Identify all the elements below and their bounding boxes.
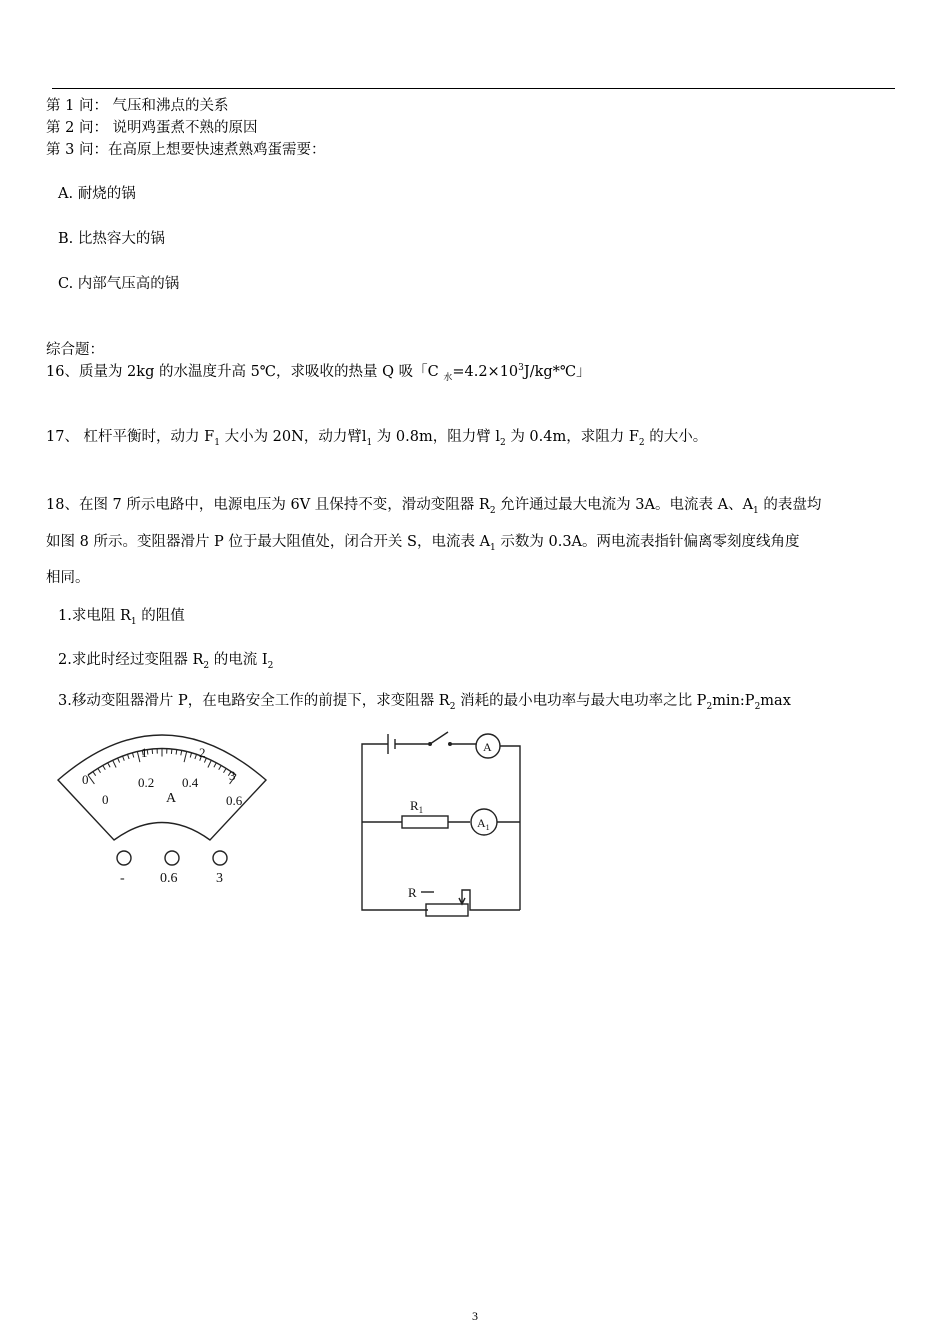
dial-tick	[118, 758, 120, 763]
dial-tick	[219, 766, 222, 770]
terminal-label-3: 3	[216, 871, 223, 886]
resistor-r1	[402, 816, 448, 828]
option-c: C. 内部气压高的锅	[58, 276, 180, 292]
resistor-r1-label: $R_1$	[410, 798, 424, 815]
bottom-scale-0-6: 0.6	[226, 793, 243, 808]
bottom-scale-0-2: 0.2	[138, 775, 155, 790]
terminal-0-6	[165, 851, 179, 865]
problem-18-line2: 如图 8 所示。变阻器滑片 P 位于最大阻值处，闭合开关 S，电流表 $A_1$ 示数为 0.3A。两电流表指针偏离零刻度线角度	[46, 534, 800, 553]
sub-question-2: 2.求此时经过变阻器 $R_2$ 的电流 $I_2$	[58, 652, 274, 671]
main-ammeter-label: A	[483, 740, 492, 754]
question-2: 第 2 问： 说明鸡蛋煮不熟的原因	[46, 120, 258, 136]
problem-18-line1: 18、在图 7 所示电路中，电源电压为 6V 且保持不变，滑动变阻器 $R_2$ 允许通过最大电流为 3A。电流表 A、$A_1$ 的表盘均	[46, 497, 822, 516]
terminal-label-negative: -	[120, 871, 125, 886]
dial-tick	[137, 751, 140, 762]
dial-tick	[93, 772, 96, 776]
problem-18-line3: 相同。	[46, 570, 90, 586]
ammeter-dial-figure	[52, 730, 272, 890]
dial-tick	[195, 754, 197, 759]
dial-tick	[88, 775, 94, 784]
wire-right-rail	[500, 746, 520, 910]
rheostat-r2	[426, 904, 468, 916]
section-title: 综合题：	[46, 342, 104, 358]
sub-question-1: 1.求电阻 $R_1$ 的阻值	[58, 608, 185, 627]
dial-tick	[171, 749, 172, 754]
sub-question-3: 3.移动变阻器滑片 P，在电路安全工作的前提下，求变阻器 $R_2$ 消耗的最小电功率与最大电功率之比 $P_2\min:P_2\max$	[58, 693, 791, 712]
question-3: 第 3 问：在高原上想要快速煮熟鸡蛋需要：	[46, 142, 326, 158]
dial-tick	[98, 768, 101, 772]
dial-tick	[176, 750, 177, 755]
top-scale-2: 2	[199, 745, 206, 760]
dial-tick	[123, 756, 125, 761]
dial-tick	[113, 760, 116, 767]
top-scale-0: 0	[82, 772, 89, 787]
dial-tick	[184, 751, 187, 762]
terminal-3	[213, 851, 227, 865]
dial-tick	[128, 754, 130, 759]
dial-tick	[208, 760, 211, 767]
dial-tick	[224, 768, 227, 772]
option-b: B. 比热容大的锅	[58, 231, 165, 247]
dial-tick	[103, 766, 106, 770]
wire-left-rail	[362, 744, 428, 910]
top-scale-3: 3	[229, 768, 236, 783]
bottom-scale-0: 0	[102, 792, 109, 807]
rheostat-slider-wire	[462, 890, 520, 910]
dial-tick	[190, 753, 191, 758]
circuit-diagram-figure	[358, 732, 528, 917]
dial-ticks	[88, 749, 236, 784]
terminal-label-0-6: 0.6	[160, 871, 178, 886]
terminal-negative	[117, 851, 131, 865]
rheostat-r2-label: R	[408, 885, 417, 900]
problem-16: 16、质量为 2kg 的水温度升高 5℃，求吸收的热量 Q 吸「C $_水=4.2\times 10^3J/kg*℃$」	[46, 363, 591, 383]
branch-ammeter-label: $A_1$	[477, 816, 490, 832]
dial-unit: A	[166, 791, 177, 806]
header-rule	[52, 88, 895, 89]
dial-tick	[181, 750, 182, 755]
dial-tick	[152, 749, 153, 754]
page-number: 3	[472, 1309, 478, 1323]
dial-tick	[108, 763, 110, 767]
problem-17: 17、 杠杆平衡时，动力 $F_1$ 大小为 20N，动力臂$l_1$ 为 0.8m，阻力臂 $l_2$ 为 0.4m，求阻力 $F_2$ 的大小。	[46, 429, 708, 448]
dial-tick	[132, 753, 133, 758]
question-1: 第 1 问： 气压和沸点的关系	[46, 98, 229, 114]
switch-blade	[430, 732, 448, 744]
option-a: A. 耐烧的锅	[58, 186, 136, 202]
dial-tick	[214, 763, 216, 767]
bottom-scale-0-4: 0.4	[182, 775, 199, 790]
top-scale-1: 1	[141, 745, 148, 760]
